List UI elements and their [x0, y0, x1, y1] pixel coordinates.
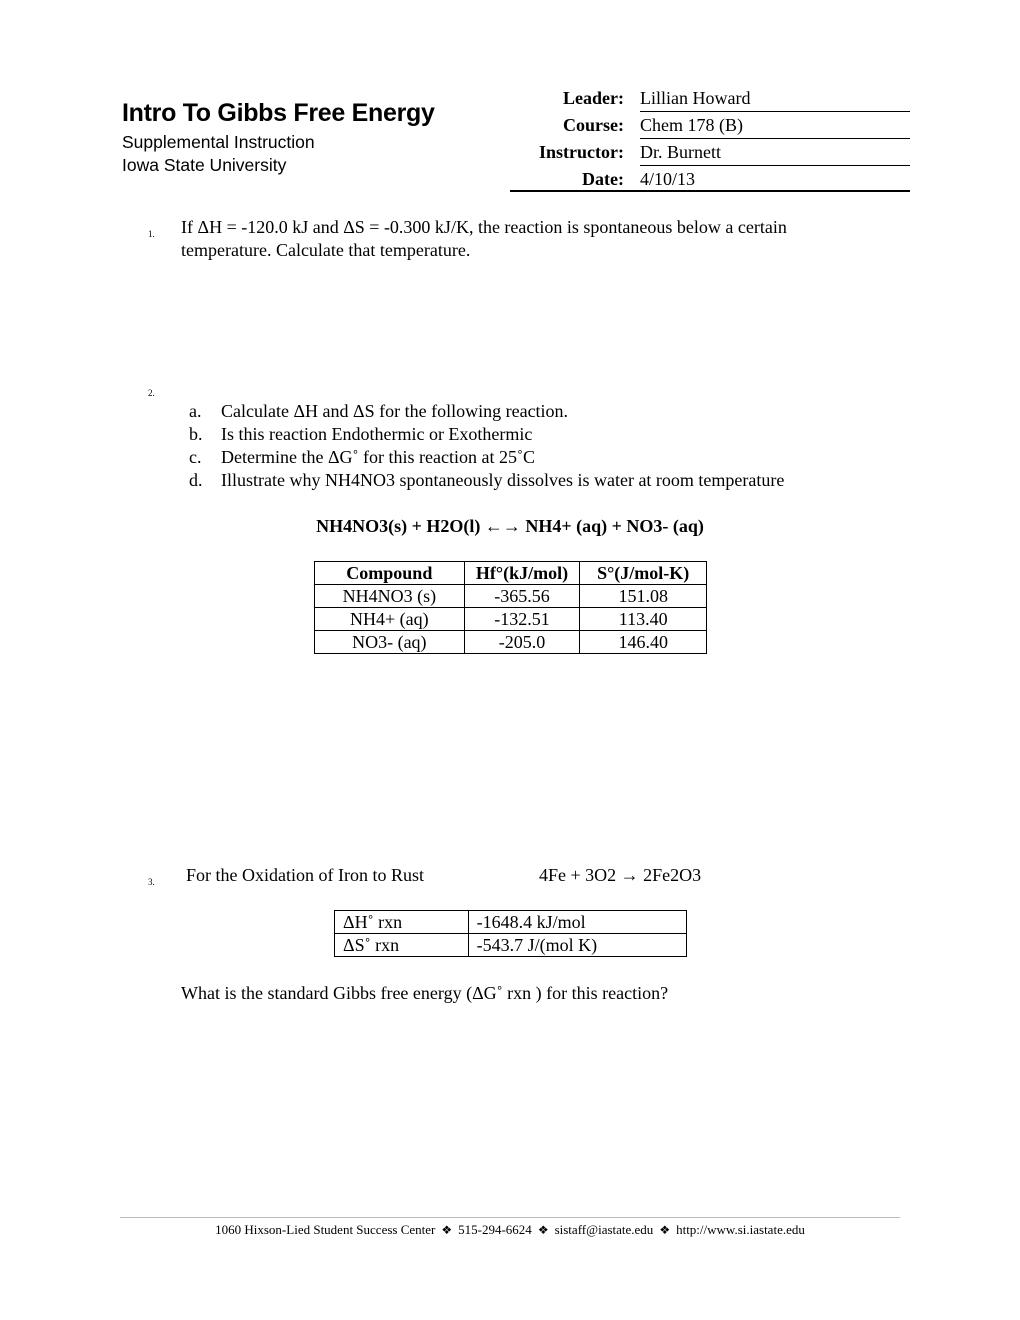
table-cell: -205.0 [464, 631, 580, 654]
footer-divider [120, 1217, 900, 1218]
table-cell: NO3- (aq) [315, 631, 465, 654]
table-row [315, 608, 707, 631]
leader-row [510, 85, 910, 112]
question-2a-text: Calculate ΔH and ΔS for the following reaction. [221, 401, 569, 421]
instructor-label: Instructor: [539, 142, 624, 162]
table-cell: ΔS˚ rxn [335, 934, 469, 957]
course-row [510, 112, 910, 139]
table-cell: NH4NO3 (s) [315, 585, 465, 608]
footer-url[interactable]: http://www.si.iastate.edu [676, 1222, 805, 1237]
question-2d-letter: d. [189, 470, 203, 490]
diamond-icon: ❖ [537, 1223, 549, 1237]
question-2c-text: Determine the ΔG˚ for this reaction at 25˚C [221, 447, 535, 467]
question-2c-letter: c. [189, 447, 202, 467]
question-3-text: For the Oxidation of Iron to Rust [186, 865, 424, 885]
table-cell: NH4+ (aq) [315, 608, 465, 631]
rust-data-table [334, 910, 687, 957]
date-label: Date: [582, 169, 624, 189]
info-block-bottom-rule [510, 190, 910, 192]
diamond-icon: ❖ [441, 1223, 453, 1237]
course-label: Course: [563, 115, 624, 135]
table-cell: ΔH˚ rxn [335, 911, 469, 934]
leader-value: Lillian Howard [640, 88, 910, 112]
table-row [335, 911, 687, 934]
reaction-equation: NH4NO3(s) + H2O(l) ←→ NH4+ (aq) + NO3- (aq) [316, 516, 704, 536]
question-2b-letter: b. [189, 424, 203, 444]
table-header-row [315, 562, 707, 585]
table-cell: -543.7 J/(mol K) [468, 934, 686, 957]
question-1-line-1: If ΔH = -120.0 kJ and ΔS = -0.300 kJ/K, the reaction is spontaneous below a certain [181, 217, 787, 237]
question-1-number: 1. [148, 229, 155, 239]
footer [0, 1222, 1020, 1238]
date-value: 4/10/13 [640, 169, 696, 189]
question-2-number: 2. [148, 388, 155, 398]
table-cell: 113.40 [580, 608, 707, 631]
instructor-value: Dr. Burnett [640, 142, 910, 166]
leader-label: Leader: [563, 88, 624, 108]
document-subtitle: Supplemental Instruction [122, 132, 315, 152]
table-row [315, 631, 707, 654]
date-row [510, 166, 910, 193]
thermo-data-table [314, 561, 707, 654]
instructor-row [510, 139, 910, 166]
question-1-line-2: temperature. Calculate that temperature. [181, 240, 471, 260]
question-2a-letter: a. [189, 401, 202, 421]
question-2d-text: Illustrate why NH4NO3 spontaneously dissolves is water at room temperature [221, 470, 785, 490]
course-value: Chem 178 (B) [640, 115, 910, 139]
table-cell: 151.08 [580, 585, 707, 608]
table-row [335, 934, 687, 957]
column-header: S°(J/mol-K) [580, 562, 707, 585]
question-3-number: 3. [148, 877, 155, 887]
table-cell: -132.51 [464, 608, 580, 631]
question-2b-text: Is this reaction Endothermic or Exothermic [221, 424, 533, 444]
table-cell: -1648.4 kJ/mol [468, 911, 686, 934]
footer-email[interactable]: sistaff@iastate.edu [554, 1222, 654, 1237]
table-row [315, 585, 707, 608]
table-cell: 146.40 [580, 631, 707, 654]
question-3-question: What is the standard Gibbs free energy (ΔG˚ rxn ) for this reaction? [181, 983, 669, 1003]
footer-phone: 515-294-6624 [458, 1222, 532, 1237]
column-header: Compound [315, 562, 465, 585]
table-cell: -365.56 [464, 585, 580, 608]
question-3-equation: 4Fe + 3O2 → 2Fe2O3 [539, 865, 702, 885]
document-title: Intro To Gibbs Free Energy [122, 99, 435, 127]
column-header: Hf°(kJ/mol) [464, 562, 580, 585]
institution-name: Iowa State University [122, 155, 287, 175]
diamond-icon: ❖ [659, 1223, 671, 1237]
footer-address: 1060 Hixson-Lied Student Success Center [215, 1222, 436, 1237]
